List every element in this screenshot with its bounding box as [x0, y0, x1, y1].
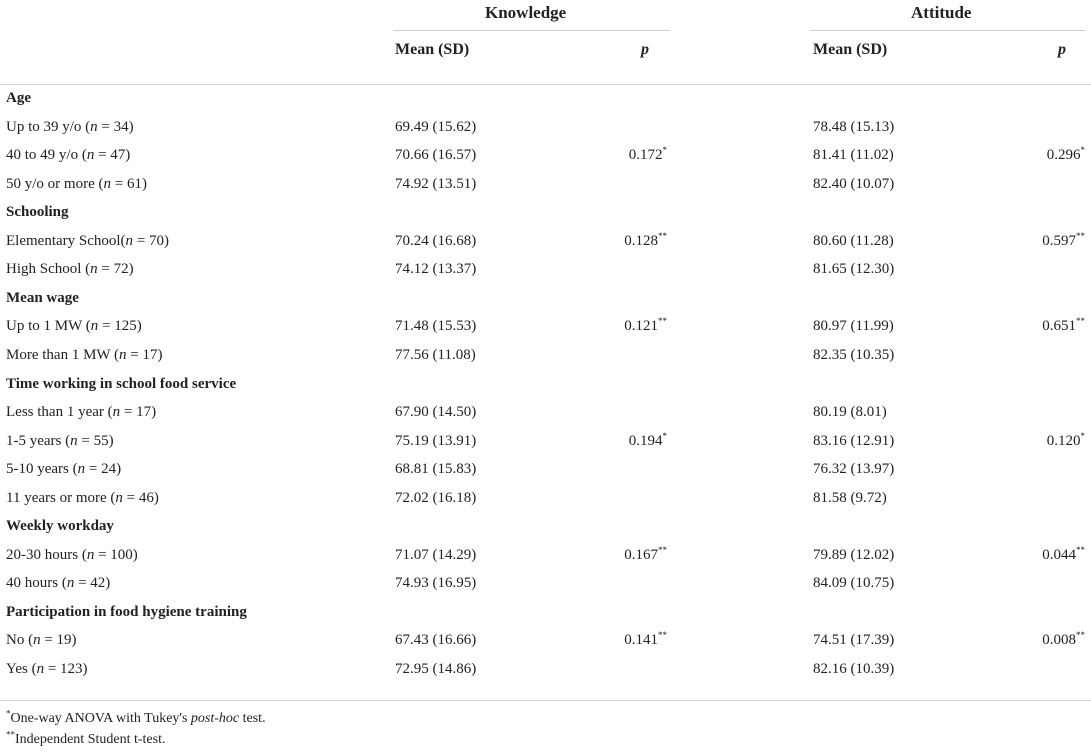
attitude-p-mark: ** [1076, 544, 1085, 555]
row-label-n: n [33, 632, 41, 649]
header-mean-sd-attitude: Mean (SD) [813, 41, 888, 58]
attitude-mean-cell: 81.41 (11.02) [813, 147, 894, 164]
row-label [6, 490, 159, 507]
row-label-text: More than 1 MW ( [6, 347, 120, 363]
knowledge-mean-cell: 71.48 (15.53) [395, 318, 477, 335]
row-label [6, 147, 130, 164]
row-label [6, 318, 142, 335]
knowledge-mean-cell: 74.93 (16.95) [395, 575, 477, 592]
row-label-count: = 47) [94, 147, 131, 164]
knowledge-p-value: 0.121 [624, 318, 658, 335]
row-label-count: = 46) [122, 489, 159, 506]
row-label-n: n [115, 489, 123, 506]
attitude-mean-cell: 80.97 (11.99) [813, 318, 894, 335]
attitude-mean-cell: 81.58 (9.72) [813, 489, 887, 506]
attitude-mean-cell: 74.51 (17.39) [813, 632, 895, 649]
section-title: Schooling [6, 204, 69, 221]
attitude-p-value: 0.651 [1042, 318, 1076, 335]
attitude-p-cell [1042, 230, 1085, 250]
knowledge-p-cell [624, 632, 667, 649]
row-label-count: = 55) [77, 432, 114, 449]
knowledge-p-value: 0.141 [624, 632, 658, 649]
footnote-mark: * [6, 708, 11, 719]
header-p-attitude: p [1058, 41, 1066, 58]
row-label-n: n [70, 432, 78, 449]
attitude-mean-cell: 82.35 (10.35) [813, 347, 895, 363]
row-label-count: = 17) [126, 347, 163, 363]
row-label-n: n [90, 261, 98, 278]
header-knowledge: Knowledge [485, 3, 567, 22]
row-label-text: No ( [6, 632, 34, 649]
attitude-p-mark: * [1080, 145, 1085, 156]
row-label-n: n [90, 318, 99, 335]
section-title: Participation in food hygiene training [6, 603, 247, 620]
row-label-n: n [66, 575, 75, 592]
section-title: Mean wage [6, 289, 79, 306]
row-label [6, 461, 121, 478]
row-label-n: n [86, 546, 95, 563]
attitude-mean-cell: 84.09 (10.75) [813, 575, 895, 592]
row-label-n: n [119, 347, 127, 363]
knowledge-p-mark: * [662, 430, 667, 441]
row-label-text: 50 y/o or more ( [6, 175, 104, 192]
knowledge-mean-cell: 77.56 (11.08) [395, 347, 476, 363]
attitude-p-cell [1042, 318, 1085, 335]
footnote-mark: ** [6, 729, 15, 740]
knowledge-mean-cell: 68.81 (15.83) [395, 461, 477, 478]
row-label-n: n [112, 404, 121, 421]
attitude-p-cell [1046, 430, 1085, 450]
attitude-mean-cell: 78.48 (15.13) [813, 118, 895, 135]
header-attitude: Attitude [911, 3, 972, 22]
attitude-mean-cell: 79.89 (12.02) [813, 546, 895, 563]
row-label-count: = 24) [85, 461, 122, 478]
section-title: Weekly workday [6, 518, 114, 535]
attitude-mean-cell: 80.60 (11.28) [813, 232, 894, 249]
row-label [6, 119, 134, 136]
knowledge-p-mark: ** [658, 544, 667, 555]
row-label [6, 261, 134, 278]
knowledge-p-cell [624, 318, 667, 335]
knowledge-mean-cell: 69.49 (15.62) [395, 118, 477, 135]
attitude-mean-cell: 83.16 (12.91) [813, 432, 895, 449]
knowledge-p-value: 0.167 [624, 546, 658, 563]
knowledge-mean-cell: 70.66 (16.57) [395, 147, 477, 164]
attitude-p-value: 0.597 [1042, 232, 1076, 249]
knowledge-mean-cell: 71.07 (14.29) [395, 546, 477, 563]
row-label-n: n [36, 661, 45, 677]
row-label-text: High School ( [6, 261, 91, 278]
header-p-knowledge: p [641, 41, 649, 58]
attitude-p-cell [1042, 544, 1085, 564]
row-label [6, 632, 77, 649]
section-title: Age [6, 90, 31, 106]
knowledge-p-mark: ** [658, 316, 667, 327]
row-label-text: 11 years or more ( [6, 489, 116, 506]
attitude-p-value: 0.296 [1046, 147, 1081, 164]
attitude-mean-cell: 81.65 (12.30) [813, 261, 895, 278]
row-label [6, 661, 88, 678]
attitude-p-value: 0.120 [1046, 432, 1081, 449]
row-label-n: n [103, 175, 111, 192]
header-mean-sd-knowledge: Mean (SD) [395, 41, 470, 58]
row-label [6, 233, 169, 250]
attitude-p-mark: * [1080, 430, 1085, 441]
knowledge-p-mark: * [662, 145, 667, 156]
attitude-p-value: 0.044 [1042, 546, 1076, 563]
row-label-text: Up to 39 y/o ( [6, 118, 91, 135]
row-label [6, 547, 138, 564]
row-label [6, 404, 156, 421]
section-title: Time working in school food service [6, 375, 237, 392]
attitude-mean-cell: 82.40 (10.07) [813, 175, 895, 192]
knowledge-p-cell [624, 230, 667, 250]
row-label-text: Up to 1 MW ( [6, 318, 91, 335]
footnote-line [6, 708, 266, 727]
knowledge-mean-cell: 74.12 (13.37) [395, 261, 477, 278]
row-label-text: 40 to 49 y/o ( [6, 147, 87, 164]
attitude-p-mark: ** [1076, 230, 1085, 241]
knowledge-p-value: 0.172 [628, 147, 663, 164]
row-label-text: Yes ( [6, 661, 37, 677]
knowledge-p-mark: ** [658, 230, 667, 241]
row-label-n: n [125, 232, 134, 249]
knowledge-p-cell [629, 147, 667, 164]
footnote-line [6, 729, 166, 748]
attitude-p-mark: ** [1076, 630, 1085, 641]
attitude-mean-cell: 80.19 (8.01) [813, 404, 887, 421]
attitude-p-cell [1042, 632, 1085, 649]
header-underline-knowledge [393, 30, 670, 31]
knowledge-mean-cell: 72.95 (14.86) [395, 661, 477, 677]
footnote-text-end: test. [239, 711, 266, 726]
row-label-count: = 70) [133, 232, 170, 249]
row-label-n: n [90, 118, 98, 135]
row-label-text: 1-5 years ( [6, 432, 71, 449]
table-bottom-rule [0, 700, 1091, 701]
knowledge-mean-cell: 67.43 (16.66) [395, 632, 477, 649]
attitude-mean-cell: 82.16 (10.39) [813, 661, 895, 677]
row-label-count: = 125) [98, 318, 142, 335]
row-label-text: 20-30 hours ( [6, 546, 87, 563]
row-label-count: = 72) [97, 261, 134, 278]
attitude-p-value: 0.008 [1042, 632, 1076, 649]
row-label-text: Elementary School( [6, 232, 126, 249]
header-rule [0, 84, 1091, 85]
knowledge-mean-cell: 67.90 (14.50) [395, 404, 477, 421]
row-label-n: n [86, 147, 95, 164]
row-label [6, 433, 114, 450]
knowledge-mean-cell: 70.24 (16.68) [395, 232, 477, 249]
row-label [6, 176, 147, 193]
row-label-count: = 34) [97, 118, 134, 135]
header-underline-attitude [810, 30, 1085, 31]
attitude-p-cell [1047, 147, 1085, 164]
knowledge-p-mark: ** [658, 630, 667, 641]
attitude-p-mark: ** [1076, 316, 1085, 327]
row-label-n: n [77, 461, 86, 478]
row-label-count: = 123) [44, 661, 88, 677]
row-label [6, 575, 110, 592]
footnote-italic: post-hoc [190, 711, 240, 726]
row-label-count: = 42) [74, 575, 111, 592]
knowledge-mean-cell: 72.02 (16.18) [395, 489, 477, 506]
row-label-count: = 61) [110, 175, 147, 192]
knowledge-mean-cell: 75.19 (13.91) [395, 432, 477, 449]
row-label-text: 40 hours ( [6, 575, 67, 592]
row-label-count: = 17) [120, 404, 157, 421]
row-label-text: 5-10 years ( [6, 461, 78, 478]
row-label-text: Less than 1 year ( [6, 404, 113, 421]
row-label [6, 347, 163, 364]
attitude-mean-cell: 76.32 (13.97) [813, 461, 895, 478]
footnote-text: One-way ANOVA with Tukey's [10, 711, 191, 726]
row-label-count: = 100) [94, 546, 138, 563]
knowledge-mean-cell: 74.92 (13.51) [395, 175, 477, 192]
knowledge-p-value: 0.128 [624, 232, 658, 249]
knowledge-p-cell [628, 430, 667, 450]
knowledge-p-cell [624, 544, 667, 564]
footnote-text: Independent Student t-test. [15, 732, 166, 747]
row-label-count: = 19) [40, 632, 77, 649]
knowledge-p-value: 0.194 [628, 432, 663, 449]
